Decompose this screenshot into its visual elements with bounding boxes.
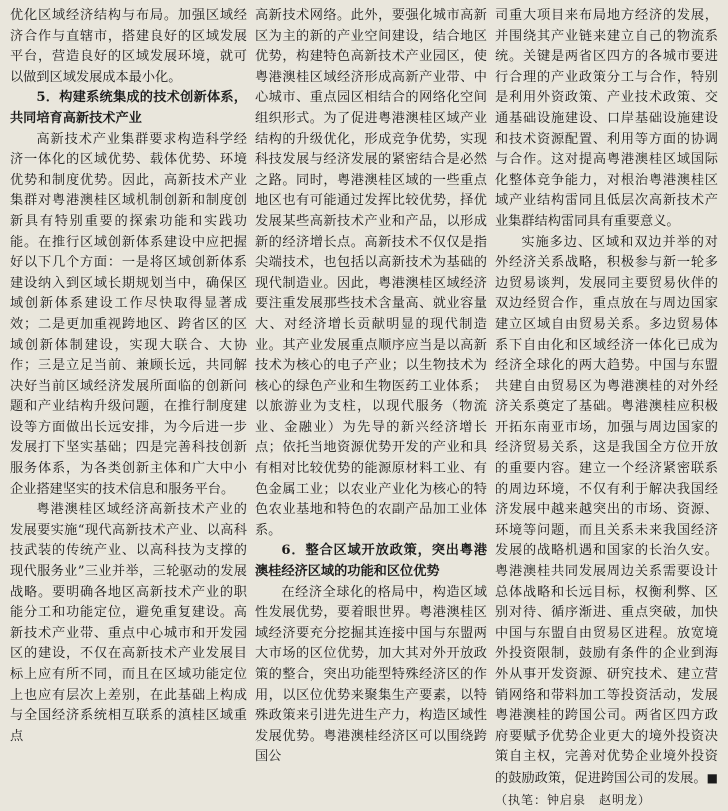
text-column-2 [251,6,491,765]
paragraph-continued: 司重大项目来布局地方经济的发展，并围绕其产业链来建立自己的物流系统。关键是两省区四方的各城市要进行合理的产业政策分工与合作，特别是利用外资政策、产业技术政策、交通基础设施建设、口岸基础设施建设和技术资源配置、利用等方面的协调与合作。这对提高粤港澳桂区域国际化整体竞争能力，对根治粤港澳桂区域产业结构雷同且低层次高新技术产业集群结构雷同具有重要意义。 [495,8,718,229]
paragraph-continued: 高新技术网络。此外，要强化城市高新区为主的新的产业空间建设，结合地区优势，构建特色高新技术产业园区，使粤港澳桂区域经济形成高新产业带、中心城市、重点园区相结合的网络化空间组织形式。为了促进粤港澳桂区域产业结构的升级优化，形成竞争优势，实现科技发展与经济发展的紧密结合是必然之路。同时，粤港澳桂区域的一些重点地区也有可能通过发挥比较优势，择优发展某些高新技术产业和产品，以形成新的经济增长点。高新技术不仅仅是指尖端技术，也包括以高新技术为基础的现代制造业。因此，粤港澳桂区域经济要注重发展那些技术含量高、就业容量大、对经济增长贡献明显的现代制造业。其产业发展重点顺序应当是以高新技术为核心的电子产业；以生物技术为核心的绿色产业和生物医药工业体系；以旅游业为支柱，以现代服务（物流业、金融业）为先导的新兴经济增长点；依托当地资源优势开发的产业和具有相对比较优势的能源原材料工业、有色金属工业；以农业产业化为核心的特色农业基地和特色的农副产品加工业体系。 [255,8,487,538]
paragraph: 高新技术产业集群要求构造科学经济一体化的区域优势、载体优势、环境优势和制度优势。因此，高新技术产业集群对粤港澳桂区域机制创新和制度创新具有特别重要的探索功能和实践功能。在推行区域创新体系建设中应把握好以下几个方面：一是将区域创新体系建设纳入到区域长期规划当中，确保区域创新体系建设工作尽快取得显著成效；二是更加重视跨地区、跨省区的区域创新体制建设，实现大联合、大协作；三是立足当前、兼顾长远，共同解决好当前区域经济发展所面临的创新问题和产业结构升级问题，在推行制度建设等方面做出长远安排，为今后进一步发展打下坚实基础；四是完善科技创新服务体系，为各类创新主体和广大中小企业搭建坚实的技术信息和服务平台。 [10,131,247,497]
text-column-1 [6,6,251,744]
paragraph-text: 实施多边、区域和双边并举的对外经济关系战略，积极参与新一轮多边贸易谈判，发展同主要贸易伙伴的双边经贸合作，重点放在与周边国家建立区域自由贸易关系。多边贸易体系下自由化和区域经济一体化已成为经济全球化的两大趋势。中国与东盟共建自由贸易区为粤港澳桂的对外经济关系奠定了基础。粤港澳桂应积极开拓东南亚市场，加强与周边国家的经济贸易关系，这是我国全方位开放的重要内容。建立一个经济紧密联系的周边环境，不仅有利于解决我国经济发展中越来越突出的市场、资源、环境等问题，而且关系未来我国经济发展的战略机遇和国家的长治久安。粤港澳桂共同发展周边关系需要设计总体战略和长远目标，权衡利弊、区别对待、循序渐进、重点突破，加快中国与东盟自由贸易区进程。放宽境外投资限制，鼓励有条件的企业到海外从事开发资源、研究技术、建立营销网络和带料加工等投资活动，发展粤港澳桂的跨国公司。两省区四方政府要赋予优势企业更大的境外投资决策自主权，完善对优势企业境外投资的鼓励政策，促进跨国公司的发展。 [495,234,718,786]
end-mark: ■ [706,770,718,785]
byline: （执笔：钟启泉 赵明龙） [495,792,652,807]
paragraph: 在经济全球化的格局中，构造区域性发展优势，要着眼世界。粤港澳桂区域经济要充分挖掘其连接中国与东盟两大市场的区位优势，加大其对外开放政策的整合，突出功能型特殊经济区的作用，以区位优势来聚集生产要素，以特殊政策来引进先进生产力，构造区域性发展优势。粤港澳桂经济区可以围绕跨国公 [255,584,487,765]
text-column-3 [491,6,722,807]
paragraph: 粤港澳桂区域经济高新技术产业的发展要实施“现代高新技术产业、以高科技武装的传统产业、以高科技为支撑的现代服务业”三业并举，三轮驱动的发展战略。要明确各地区高新技术产业的职能分工和功能定位，避免重复建设。高新技术产业带、重点中心城市和开发园区的建设，不仅在高新技术产业发展目标上应有所不同，而且在区域功能定位上也应有层次上差别，在此基础上构成与全国经济系统相互联系的滇桂区域重点 [10,502,247,744]
paragraph-continued: 优化区域经济结构与布局。加强区域经济合作与直辖市，搭建良好的区域发展平台，营造良好的区域发展环境，就可以做到区域发展成本最小化。 [10,8,247,85]
section-heading-5: 5．构建系统集成的技术创新体系，共同培育高新技术产业 [10,90,247,126]
section-heading-6: 6．整合区域开放政策，突出粤港澳桂经济区域的功能和区位优势 [255,543,487,580]
paragraph [495,233,718,811]
